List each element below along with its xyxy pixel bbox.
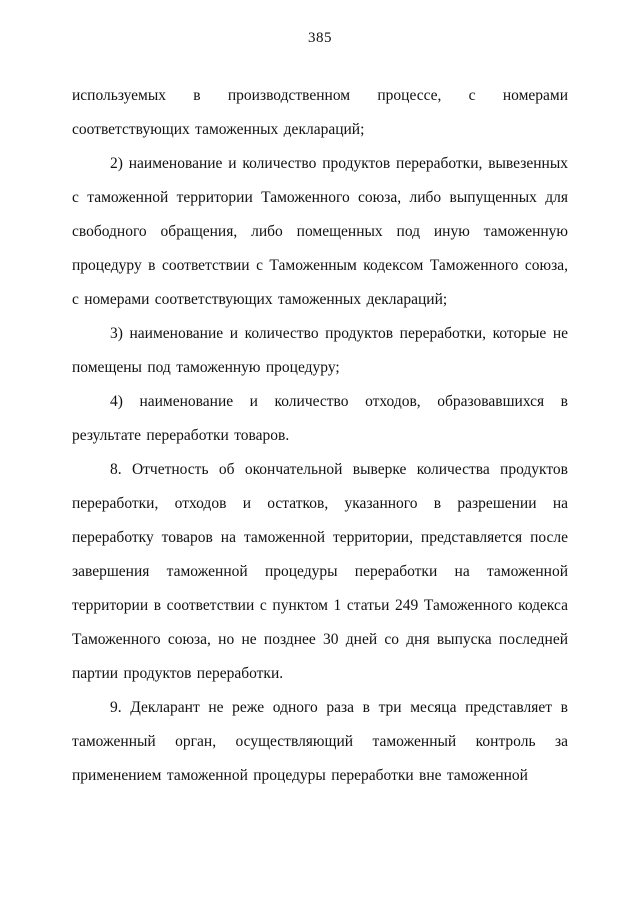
document-body: [72, 79, 568, 793]
paragraph: 2) наименование и количество продуктов переработки, вывезенных с таможенной территории Таможенного союза, либо выпущенных для свободного обращения, либо помещенных под иную таможенную процедуру в соответствии с Таможенным кодексом Таможенного союза, с номерами соответствующих таможенных деклараций;: [72, 155, 568, 308]
paragraph: 4) наименование и количество отходов, образовавшихся в результате переработки товаров.: [72, 393, 568, 444]
paragraph: используемых в производственном процессе, с номерами соответствующих таможенных деклараций;: [72, 87, 568, 138]
paragraph: 3) наименование и количество продуктов переработки, которые не помещены под таможенную процедуру;: [72, 325, 568, 376]
paragraph: 9. Декларант не реже одного раза в три месяца представляет в таможенный орган, осуществляющий таможенный контроль за применением таможенной процедуры переработки вне таможенной: [72, 699, 568, 784]
page-number: 385: [308, 30, 332, 46]
paragraph: 8. Отчетность об окончательной выверке количества продуктов переработки, отходов и остатков, указанного в разрешении на переработку товаров на таможенной территории, представляется после завершения таможенной процедуры переработки на таможенной территории в соответствии с пунктом 1 статьи 249 Таможенного кодекса Таможенного союза, но не позднее 30 дней со дня выпуска последней партии продуктов переработки.: [72, 461, 568, 682]
